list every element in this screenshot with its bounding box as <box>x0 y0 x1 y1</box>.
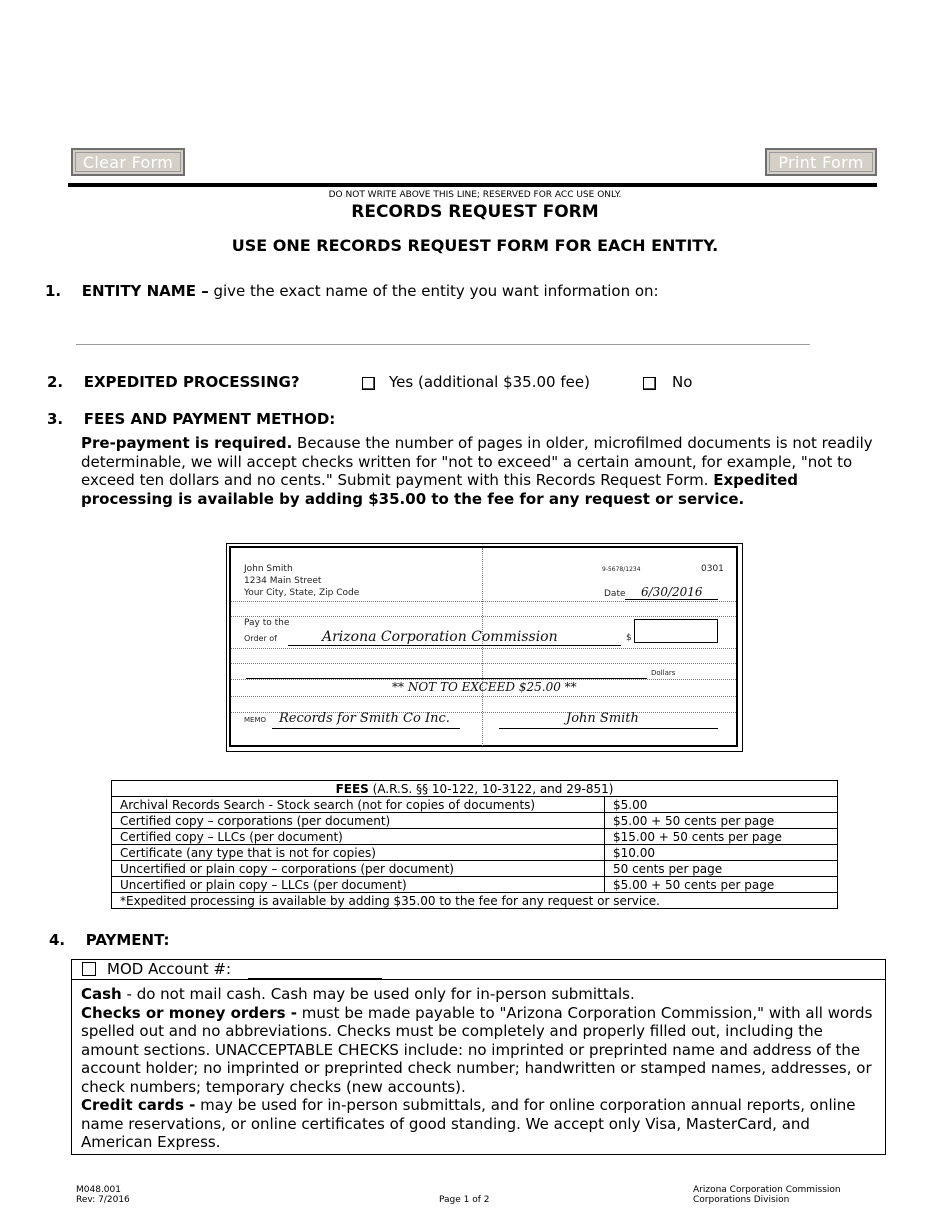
cash-paragraph <box>81 985 881 1004</box>
check-divider <box>231 648 736 649</box>
clear-form-button[interactable]: Clear Form <box>71 148 185 176</box>
reserved-note: DO NOT WRITE ABOVE THIS LINE; RESERVED FOR ACC USE ONLY. <box>328 190 622 200</box>
table-row <box>112 813 838 829</box>
table-row <box>112 877 838 893</box>
section-4 <box>49 931 170 949</box>
fees-footnote-row <box>112 893 838 909</box>
fee-amount: $5.00 + 50 cents per page <box>605 877 838 893</box>
checks-paragraph <box>81 1004 881 1097</box>
fee-service: Certified copy – corporations (per document) <box>112 813 605 829</box>
check-signature-line <box>499 728 718 729</box>
check-divider <box>231 663 736 664</box>
check-order-of-label: Order of <box>244 634 277 643</box>
payment-box-divider <box>71 979 886 980</box>
check-payer-street: 1234 Main Street <box>244 576 322 586</box>
check-routing-number: 9-5678/1234 <box>602 566 641 573</box>
credit-label: Credit cards - <box>81 1096 196 1114</box>
fee-amount: $15.00 + 50 cents per page <box>605 829 838 845</box>
fees-table-header <box>112 781 838 797</box>
footer-left <box>76 1185 130 1205</box>
table-row <box>112 845 838 861</box>
cash-text: - do not mail cash. Cash may be used only for in-person submittals. <box>121 985 635 1003</box>
fee-service: Certified copy – LLCs (per document) <box>112 829 605 845</box>
entity-name-field[interactable] <box>76 320 810 345</box>
section-2-number: 2. <box>47 373 64 391</box>
check-date-line <box>625 599 718 600</box>
fee-service: Uncertified or plain copy – corporations (per document) <box>112 861 605 877</box>
check-divider <box>231 696 736 697</box>
check-date-label: Date <box>604 589 626 599</box>
check-divider <box>231 616 736 617</box>
form-code: M048.001 <box>76 1185 121 1195</box>
check-payer-city: Your City, State, Zip Code <box>244 588 360 598</box>
check-date-value: 6/30/2016 <box>641 585 703 599</box>
credit-text: may be used for in-person submittals, and for online corporation annual reports, online name reservations, or online certificates of good standing. We accept only Visa, MasterCard, and American Express. <box>81 1096 856 1151</box>
fees-payment-label: FEES AND PAYMENT METHOD: <box>83 410 336 428</box>
check-divider <box>231 601 736 602</box>
fees-table-title <box>112 781 838 797</box>
check-number: 0301 <box>701 564 724 574</box>
check-memo-line <box>272 728 460 729</box>
section-3-number: 3. <box>47 410 64 428</box>
fee-service: Archival Records Search - Stock search (not for copies of documents) <box>112 797 605 813</box>
payment-label: PAYMENT: <box>85 931 170 949</box>
checks-label: Checks or money orders - <box>81 1003 297 1022</box>
fees-label: FEES <box>335 781 369 796</box>
check-signature: John Smith <box>566 711 639 726</box>
fee-amount: 50 cents per page <box>605 861 838 877</box>
check-payee-line <box>288 645 621 646</box>
check-memo-label: MEMO <box>244 716 267 724</box>
check-dollars-label: Dollars <box>651 669 676 677</box>
section-1 <box>45 282 659 300</box>
section-1-number: 1. <box>45 282 62 300</box>
expedited-yes-label: Yes (additional $35.00 fee) <box>389 373 590 391</box>
check-pay-to-label: Pay to the <box>244 618 290 628</box>
section-2 <box>47 373 300 391</box>
check-amount-words: ** NOT TO EXCEED $25.00 ** <box>392 680 577 694</box>
print-form-button[interactable]: Print Form <box>765 148 877 176</box>
prepayment-body-text: Because the number of pages in older, microfilmed documents is not readily determinable, we will accept checks written for "not to exceed" a certain amount, for example, "not to exceed ten dollars and no cents." Submit payment with this Records Request Form. <box>81 434 873 489</box>
check-amount-box <box>634 619 718 643</box>
prepayment-paragraph <box>81 434 893 508</box>
agency-name: Arizona Corporation Commission <box>693 1185 841 1195</box>
fee-service: Certificate (any type that is not for copies) <box>112 845 605 861</box>
checks-text: must be made payable to "Arizona Corporation Commission," with all words spelled out and no abbreviations. Checks must be completely and properly filled out, including the amount sections. UNACCEPTABLE CHECKS include: no imprinted or preprinted name and address of the account holder; no imprinted or preprinted check number; handwritten or stamped names, addresses, or check numbers; temporary checks (new accounts). <box>81 1003 873 1096</box>
entity-name-label: ENTITY NAME – <box>81 282 209 300</box>
expedited-no-checkbox[interactable] <box>643 377 656 390</box>
fee-amount: $5.00 + 50 cents per page <box>605 813 838 829</box>
form-title: RECORDS REQUEST FORM <box>351 202 599 222</box>
cash-label: Cash <box>81 985 122 1003</box>
expedited-label: EXPEDITED PROCESSING? <box>83 373 300 391</box>
payment-methods <box>81 985 881 1152</box>
page-number: Page 1 of 2 <box>439 1195 490 1205</box>
expedited-note-text: Expedited processing is available by adding $35.00 to the fee for any request or service. <box>81 471 799 508</box>
fees-footnote: *Expedited processing is available by adding $35.00 to the fee for any request or service. <box>112 893 838 909</box>
check-payee: Arizona Corporation Commission <box>322 629 558 645</box>
fee-amount: $5.00 <box>605 797 838 813</box>
fee-service: Uncertified or plain copy – LLCs (per document) <box>112 877 605 893</box>
check-dollars-line <box>246 678 647 679</box>
expedited-no-label: No <box>672 373 693 391</box>
form-revision: Rev: 7/2016 <box>76 1195 130 1205</box>
mod-account-field[interactable] <box>248 962 382 979</box>
check-divider-vertical <box>482 548 483 746</box>
table-row <box>112 797 838 813</box>
fees-table <box>111 780 838 909</box>
mod-account-checkbox[interactable] <box>82 962 96 976</box>
table-row <box>112 829 838 845</box>
expedited-yes-checkbox[interactable] <box>362 377 375 390</box>
division-name: Corporations Division <box>693 1195 790 1205</box>
mod-account-label: MOD Account #: <box>107 960 232 978</box>
check-memo-value: Records for Smith Co Inc. <box>279 711 450 726</box>
prepayment-required-text: Pre-payment is required. <box>81 434 293 452</box>
check-payer-name: John Smith <box>244 564 293 574</box>
fee-amount: $10.00 <box>605 845 838 861</box>
section-3 <box>47 410 335 428</box>
form-subtitle: USE ONE RECORDS REQUEST FORM FOR EACH ENTITY. <box>231 236 719 255</box>
header-rule <box>68 183 877 187</box>
check-dollar-sign: $ <box>626 633 632 643</box>
credit-paragraph <box>81 1096 881 1152</box>
fees-statute: (A.R.S. §§ 10-122, 10-3122, and 29-851) <box>368 781 614 796</box>
section-4-number: 4. <box>49 931 66 949</box>
table-row <box>112 861 838 877</box>
footer-right <box>693 1185 841 1205</box>
entity-name-instructions: give the exact name of the entity you want information on: <box>208 282 659 300</box>
